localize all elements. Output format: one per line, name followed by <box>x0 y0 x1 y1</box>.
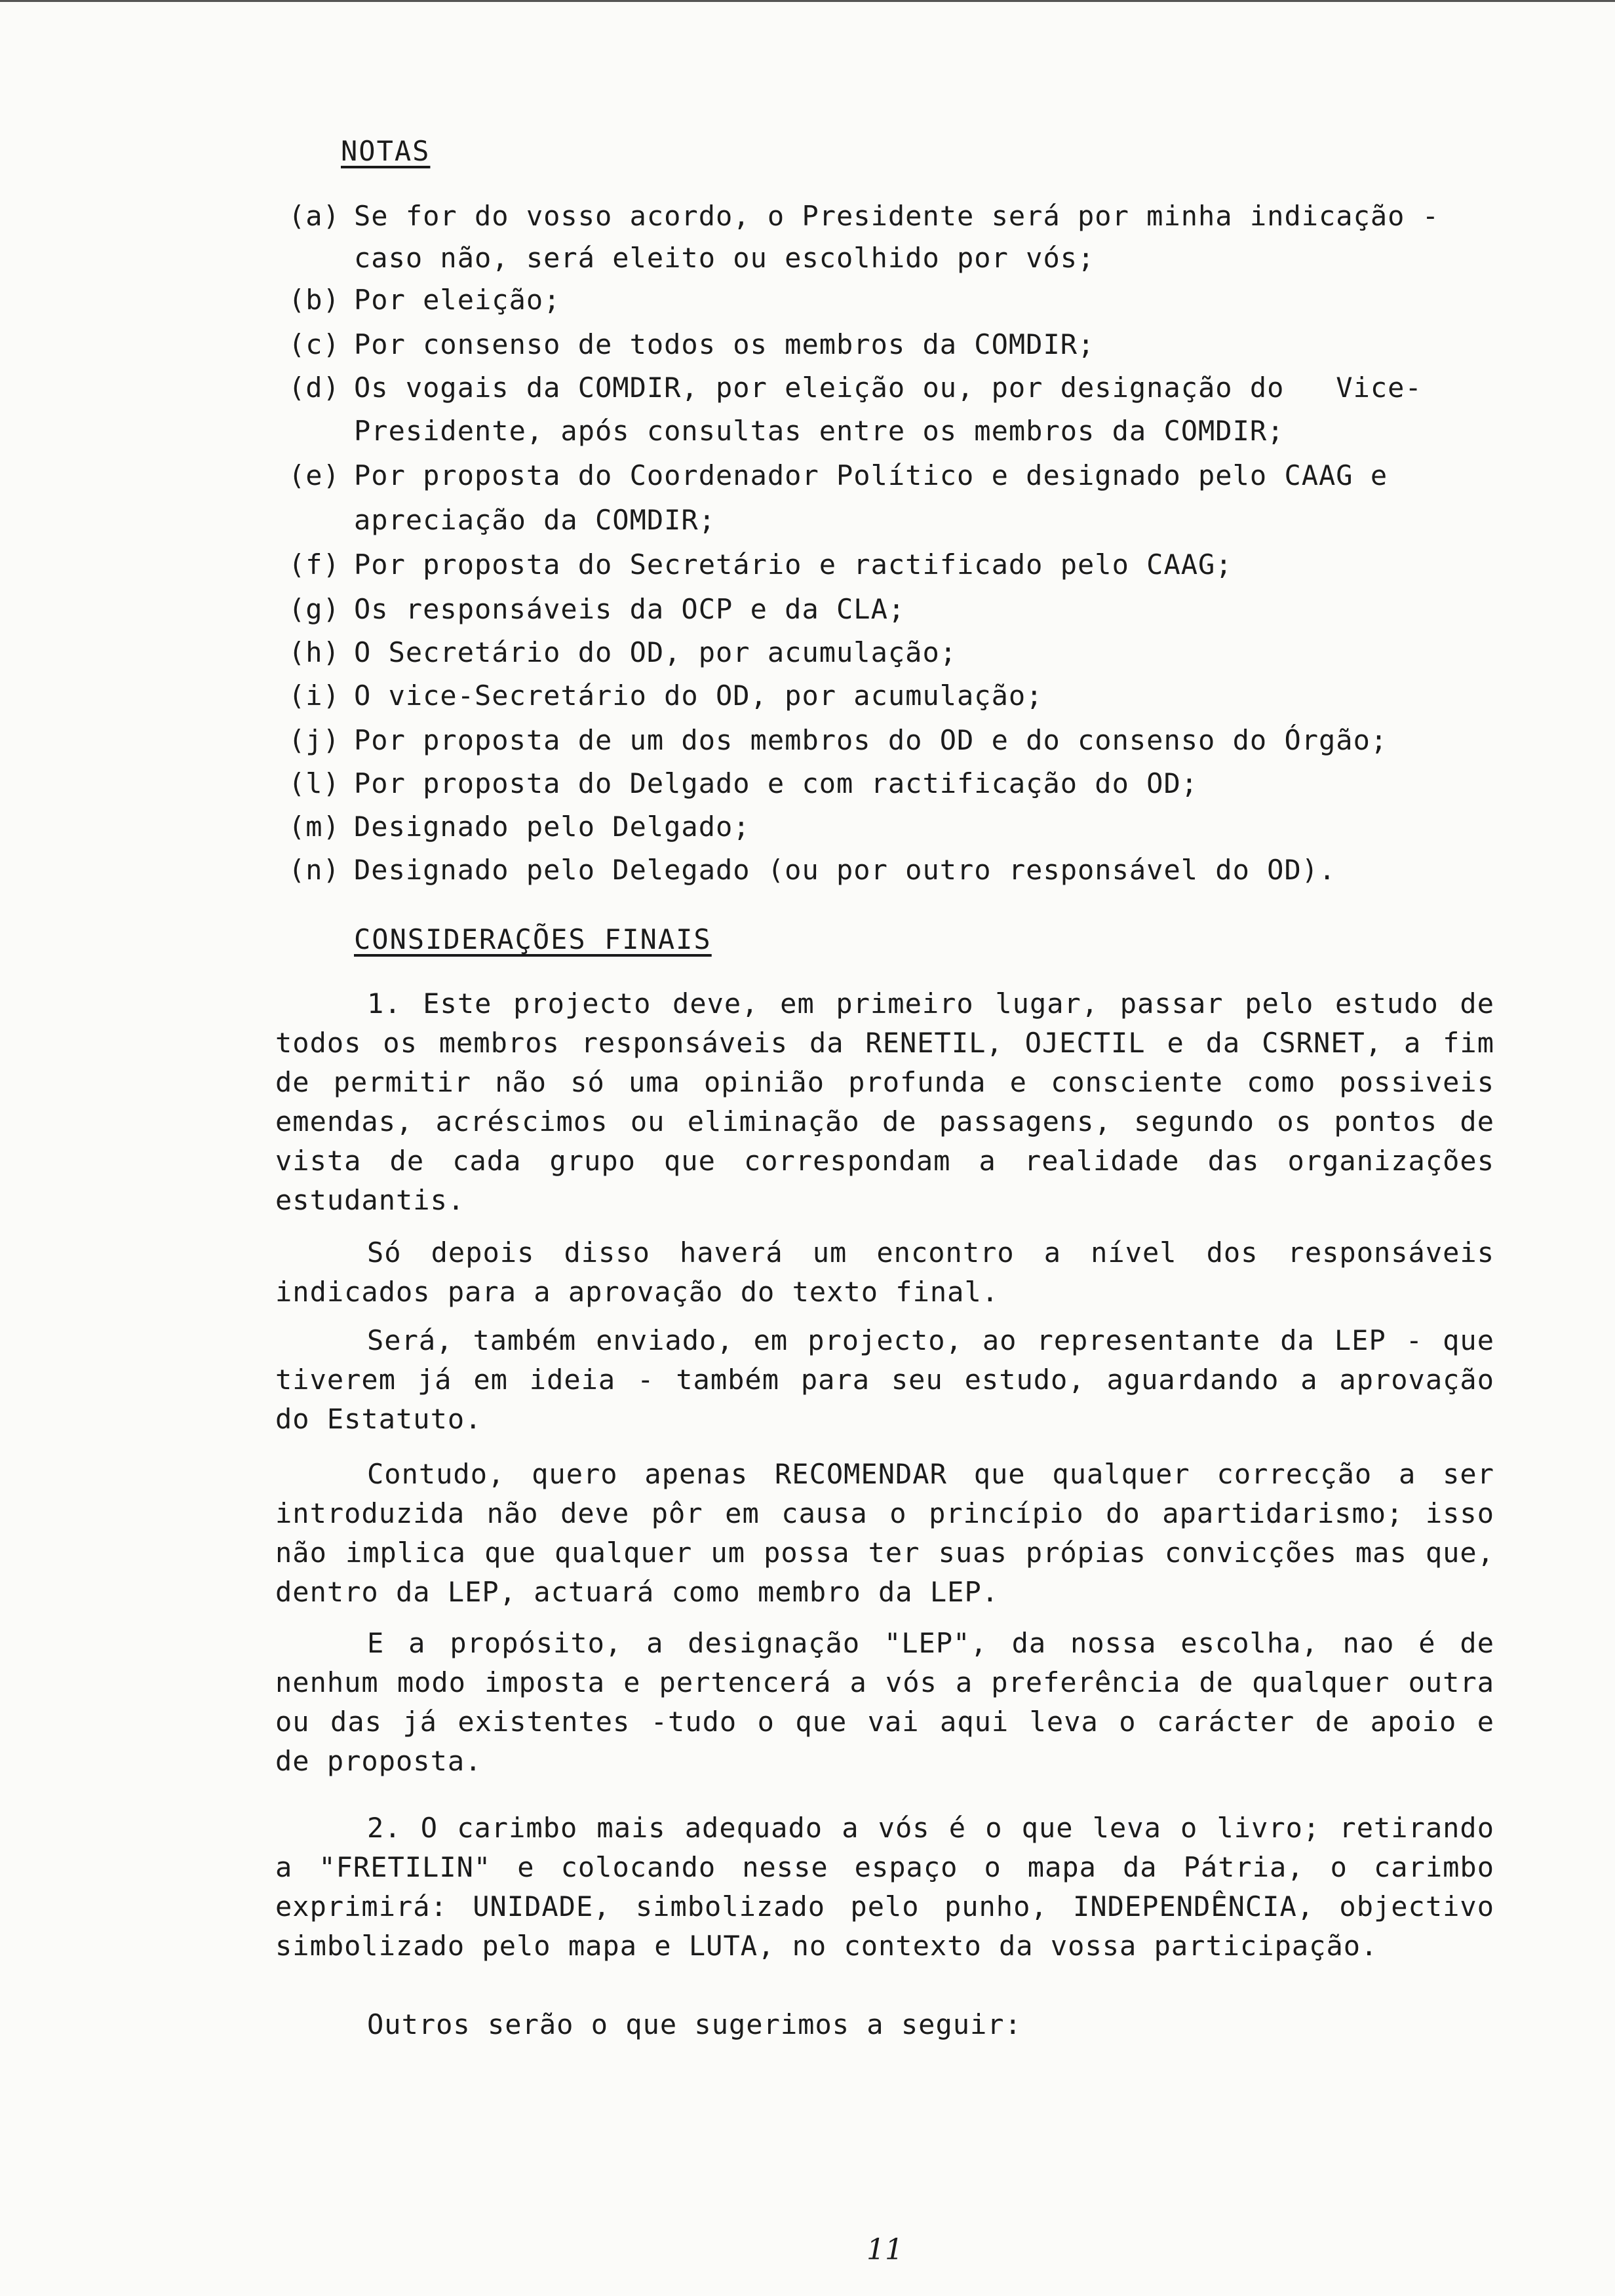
note-l <box>288 767 1198 801</box>
note-text: Os responsáveis da OCP e da CLA; <box>354 593 906 625</box>
note-key: (l) <box>288 767 340 799</box>
note-text: Por eleição; <box>354 284 561 316</box>
note-d <box>288 371 1422 405</box>
paragraph-4: Contudo, quero apenas RECOMENDAR que qualquer correcção a ser introduzida não deve pôr em causa o princípio do apartidarismo; isso não implica que qualquer um possa ter suas própias convicções mas que, dentro da LEP, actuará como membro da LEP. <box>275 1458 1494 1608</box>
note-text: Por proposta do Delgado e com ractificação do OD; <box>354 767 1199 799</box>
note-key: (h) <box>288 636 340 668</box>
consideracoes-heading: CONSIDERAÇÕES FINAIS <box>354 923 712 955</box>
paragraph-5: E a propósito, a designação "LEP", da nossa escolha, nao é de nenhum modo imposta e pertencerá a vós a preferência de qualquer outra ou das já existentes -tudo o que vai aqui leva o carácter de apoio e de proposta. <box>275 1627 1494 1777</box>
note-text: Por consenso de todos os membros da COMDIR; <box>354 328 1095 360</box>
note-j <box>288 723 1388 757</box>
note-text: Os vogais da COMDIR, por eleição ou, por designação do Vice- <box>354 372 1422 404</box>
note-text: Por proposta de um dos membros do OD e do consenso do Órgão; <box>354 724 1388 756</box>
page-number: 11 <box>866 2233 903 2267</box>
note-key: (i) <box>288 679 340 712</box>
note-key: (d) <box>288 372 340 404</box>
note-key: (a) <box>288 200 340 232</box>
note-a-cont: caso não, será eleito ou escolhido por vós; <box>354 242 1095 274</box>
note-b <box>288 283 560 317</box>
notas-heading: NOTAS <box>341 135 431 167</box>
note-key: (e) <box>288 459 340 491</box>
note-h <box>288 636 957 670</box>
note-text: Por proposta do Coordenador Político e designado pelo CAAG e <box>354 459 1388 491</box>
top-edge-rule <box>0 0 1615 2</box>
note-d-cont: Presidente, após consultas entre os membros da COMDIR; <box>354 415 1285 447</box>
note-f <box>288 548 1233 582</box>
note-key: (b) <box>288 284 340 316</box>
note-e-cont: apreciação da COMDIR; <box>354 504 716 536</box>
note-text: Se for do vosso acordo, o Presidente será por minha indicação - <box>354 200 1440 232</box>
paragraph-2: Só depois disso haverá um encontro a nível dos responsáveis indicados para a aprovação do texto final. <box>275 1236 1494 1308</box>
note-key: (m) <box>288 811 340 843</box>
note-c <box>288 328 1095 362</box>
note-text: Designado pelo Delgado; <box>354 811 750 843</box>
note-text: O vice-Secretário do OD, por acumulação; <box>354 679 1043 712</box>
note-key: (g) <box>288 593 340 625</box>
note-key: (n) <box>288 854 340 886</box>
paragraph-7: Outros serão o que sugerimos a seguir: <box>367 2008 1022 2040</box>
paragraph-6: 2. O carimbo mais adequado a vós é o que leva o livro; retirando a "FRETILIN" e colocando nesse espaço o mapa da Pátria, o carimbo exprimirá: UNIDADE, simbolizado pelo punho, INDEPENDÊNCIA, objectivo simbolizado pelo mapa e LUTA, no contexto da vossa participação. <box>275 1812 1494 1962</box>
note-e <box>288 459 1388 493</box>
note-text: Por proposta do Secretário e ractificado pelo CAAG; <box>354 548 1233 581</box>
note-text: O Secretário do OD, por acumulação; <box>354 636 958 668</box>
note-text: Designado pelo Delegado (ou por outro responsável do OD). <box>354 854 1336 886</box>
note-m <box>288 810 750 844</box>
note-g <box>288 592 905 626</box>
paragraph-1: 1. Este projecto deve, em primeiro lugar, passar pelo estudo de todos os membros responsáveis da RENETIL, OJECTIL e da CSRNET, a fim de permitir não só uma opinião profunda e consciente como possiveis emendas, acréscimos ou eliminação de passagens, segundo os pontos de vista de cada grupo que correspondam a realidade das organizações estudantis. <box>275 987 1494 1216</box>
note-i <box>288 679 1043 713</box>
note-key: (c) <box>288 328 340 360</box>
paragraph-3: Será, também enviado, em projecto, ao representante da LEP - que tiverem já em ideia - também para seu estudo, aguardando a aprovação do Estatuto. <box>275 1324 1494 1435</box>
note-key: (f) <box>288 548 340 581</box>
note-a <box>288 199 1439 233</box>
note-key: (j) <box>288 724 340 756</box>
note-n <box>288 853 1336 887</box>
